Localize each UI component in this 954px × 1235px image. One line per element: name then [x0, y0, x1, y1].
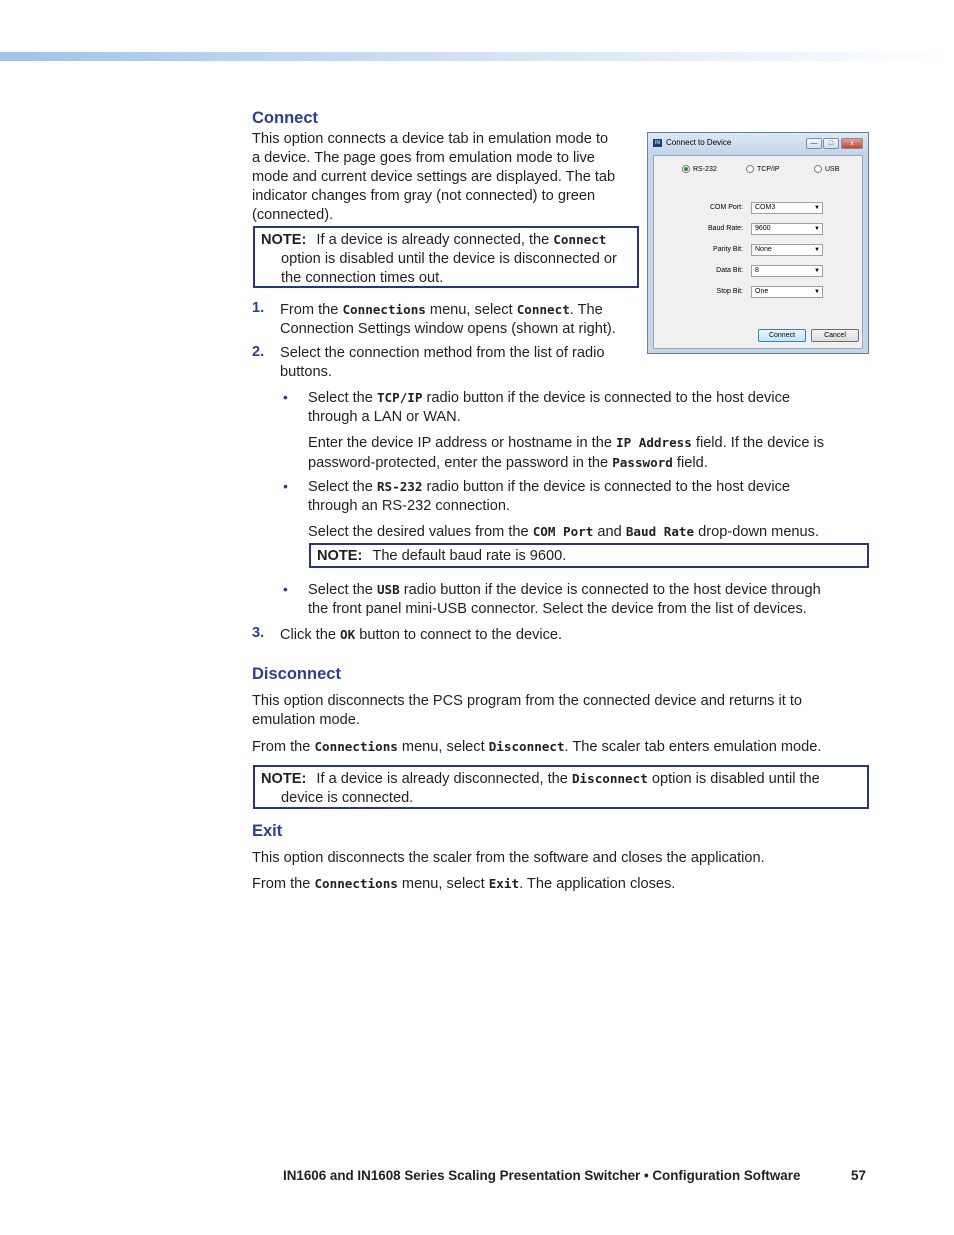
- option-code: RS-232: [376, 479, 423, 494]
- dropdown-arrow-icon: ▼: [814, 226, 820, 232]
- menu-code: Connections: [342, 302, 426, 317]
- bullet-text: through an RS-232 connection.: [308, 498, 511, 514]
- option-code: TCP/IP: [376, 390, 423, 405]
- data-bit-select[interactable]: [751, 265, 823, 277]
- close-button[interactable]: x: [841, 138, 863, 149]
- connect-note: [253, 226, 639, 288]
- note-text: option is disabled until the device is disconnected or: [281, 251, 617, 267]
- radio-label: RS-232: [693, 165, 717, 173]
- paragraph-text: menu, select: [397, 739, 489, 755]
- select-value: One: [755, 288, 769, 295]
- paragraph-text: menu, select: [397, 876, 489, 892]
- bullet-text: the front panel mini-USB connector. Select the device from the list of devices.: [308, 601, 807, 617]
- step-number: 3.: [252, 625, 265, 641]
- com-port-label: COM Port:: [709, 204, 743, 211]
- step-text: Connection Settings window opens (shown at right).: [280, 321, 616, 337]
- dropdown-arrow-icon: ▼: [814, 268, 820, 274]
- bullet-text: drop-down menus.: [694, 524, 820, 540]
- note-text: option is disabled until the: [647, 771, 820, 787]
- radio-icon: [746, 165, 754, 173]
- note-label: NOTE:: [317, 548, 363, 564]
- step-1: [280, 300, 640, 339]
- step-text: Click the: [280, 627, 341, 643]
- select-value: 8: [755, 267, 759, 274]
- paragraph-text: From the: [252, 739, 315, 755]
- disconnect-heading: Disconnect: [252, 665, 341, 683]
- bullet-text: and: [593, 524, 626, 540]
- note-label: NOTE:: [261, 771, 307, 787]
- select-value: None: [755, 246, 772, 253]
- field-code: Baud Rate: [625, 524, 695, 539]
- note-text: the connection times out.: [281, 270, 444, 286]
- minimize-button[interactable]: —: [806, 138, 822, 149]
- bullet-text: Select the: [308, 582, 377, 598]
- bullet-rs232: [308, 477, 868, 516]
- intro-line: (connected).: [252, 207, 334, 223]
- bullet-usb: [308, 580, 868, 619]
- step-3: [280, 625, 840, 645]
- step-number: 2.: [252, 344, 265, 360]
- radio-tcpip[interactable]: [746, 165, 780, 173]
- exit-instruction: [252, 874, 872, 894]
- bullet-text: Select the: [308, 479, 377, 495]
- dropdown-arrow-icon: ▼: [814, 247, 820, 253]
- step-text: . The: [569, 302, 603, 318]
- connect-heading: Connect: [252, 109, 318, 127]
- menu-code: Connect: [516, 302, 570, 317]
- intro-line: mode and current device settings are displayed. The tab: [252, 169, 616, 185]
- intro-line: a device. The page goes from emulation mode to live: [252, 150, 595, 166]
- paragraph-text: . The scaler tab enters emulation mode.: [564, 739, 822, 755]
- button-code: OK: [340, 627, 356, 642]
- select-value: COM3: [755, 204, 776, 211]
- paragraph-line: This option disconnects the PCS program from the connected device and returns it to: [252, 693, 802, 709]
- menu-code: Connections: [314, 739, 398, 754]
- note-code: Disconnect: [571, 771, 648, 786]
- menu-code: Connections: [314, 876, 398, 891]
- baud-rate-select[interactable]: [751, 223, 823, 235]
- cancel-button[interactable]: Cancel: [811, 329, 859, 342]
- step-text: button to connect to the device.: [355, 627, 563, 643]
- bullet-text: radio button if the device is connected to the host device: [422, 390, 790, 406]
- bullet-text: radio button if the device is connected to the host device through: [399, 582, 821, 598]
- exit-heading: Exit: [252, 822, 283, 840]
- baud-rate-label: Baud Rate:: [707, 225, 743, 232]
- field-code: COM Port: [532, 524, 594, 539]
- step-text: From the: [280, 302, 343, 318]
- parity-bit-label: Parity Bit:: [713, 246, 743, 253]
- radio-selected-icon: [682, 165, 690, 173]
- step-text: Select the connection method from the list of radio: [280, 345, 605, 361]
- header-band: [0, 52, 954, 61]
- note-label: NOTE:: [261, 232, 307, 248]
- radio-usb[interactable]: [814, 165, 839, 173]
- stop-bit-select[interactable]: [751, 286, 823, 298]
- dropdown-arrow-icon: ▼: [814, 289, 820, 295]
- maximize-button[interactable]: □: [823, 138, 839, 149]
- disconnect-note: [253, 765, 869, 809]
- select-value: 9600: [755, 225, 771, 232]
- field-code: Password: [612, 455, 673, 470]
- bullet-text: password-protected, enter the password in the: [308, 455, 613, 471]
- radio-label: USB: [825, 165, 840, 173]
- disconnect-intro: [252, 692, 872, 730]
- bullet-text: Select the desired values from the: [308, 524, 533, 540]
- note-code: Connect: [553, 232, 607, 247]
- paragraph-text: . The application closes.: [519, 876, 676, 892]
- intro-line: indicator changes from gray (not connected) to green: [252, 188, 596, 204]
- bullet-icon: •: [283, 389, 288, 405]
- note-text: The default baud rate is 9600.: [372, 548, 567, 564]
- paragraph-text: From the: [252, 876, 315, 892]
- radio-rs232[interactable]: [682, 165, 717, 173]
- bullet-text: through a LAN or WAN.: [308, 409, 461, 425]
- option-code: USB: [376, 582, 400, 597]
- footer-title: IN1606 and IN1608 Series Scaling Presentation Switcher • Configuration Software: [283, 1168, 801, 1183]
- parity-bit-select[interactable]: [751, 244, 823, 256]
- paragraph-line: emulation mode.: [252, 712, 360, 728]
- disconnect-instruction: [252, 737, 872, 757]
- step-2: [280, 344, 640, 382]
- note-text: If a device is already disconnected, the: [316, 771, 572, 787]
- dialog-body: [653, 155, 863, 349]
- radio-icon: [814, 165, 822, 173]
- connect-button[interactable]: Connect: [758, 329, 806, 342]
- baud-note: [309, 543, 869, 568]
- dialog-titlebar[interactable]: [648, 133, 868, 155]
- bullet-text: field. If the device is: [691, 435, 825, 451]
- com-port-select[interactable]: [751, 202, 823, 214]
- bullet-icon: •: [283, 581, 288, 597]
- note-text: device is connected.: [281, 790, 414, 806]
- dropdown-arrow-icon: ▼: [814, 205, 820, 211]
- bullet-text: Select the: [308, 390, 377, 406]
- step-text: buttons.: [280, 364, 332, 380]
- bullet-text: Enter the device IP address or hostname in the: [308, 435, 617, 451]
- intro-line: This option connects a device tab in emulation mode to: [252, 131, 609, 147]
- step-text: menu, select: [425, 302, 517, 318]
- radio-label: TCP/IP: [757, 165, 780, 173]
- app-icon: IN: [655, 140, 660, 146]
- bullet-icon: •: [283, 478, 288, 494]
- bullet-text: field.: [672, 455, 708, 471]
- note-text: If a device is already connected, the: [316, 232, 554, 248]
- menu-code: Exit: [488, 876, 520, 891]
- data-bit-label: Data Bit:: [716, 267, 743, 274]
- bullet-text: radio button if the device is connected to the host device: [422, 479, 790, 495]
- connect-to-device-dialog: [647, 132, 869, 354]
- menu-code: Disconnect: [488, 739, 565, 754]
- page-number: 57: [851, 1168, 866, 1183]
- dialog-title: Connect to Device: [666, 138, 732, 147]
- connect-intro: [252, 130, 642, 225]
- bullet-tcpip-detail: [308, 433, 868, 473]
- step-number: 1.: [252, 300, 265, 316]
- field-code: IP Address: [616, 435, 692, 450]
- stop-bit-label: Stop Bit:: [716, 288, 743, 295]
- bullet-rs232-detail: [308, 522, 868, 542]
- bullet-tcpip: [308, 388, 868, 427]
- exit-intro: This option disconnects the scaler from the software and closes the application.: [252, 850, 765, 866]
